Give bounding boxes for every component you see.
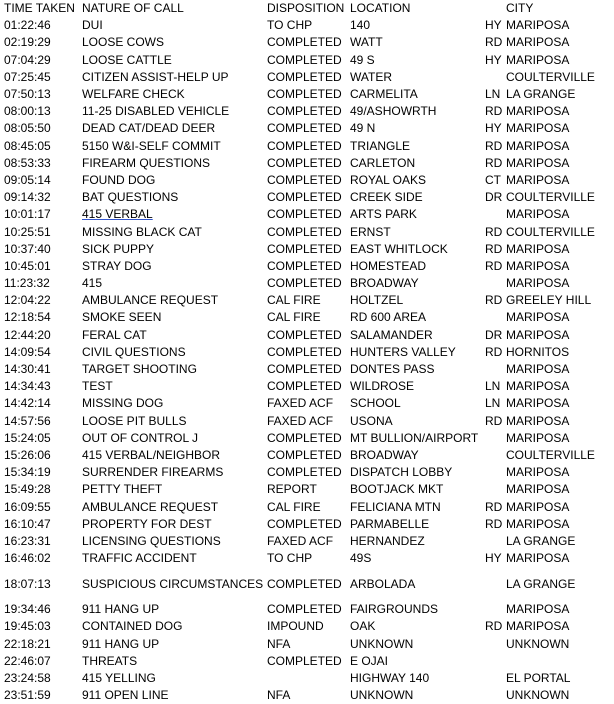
- cell-disposition: CAL FIRE: [267, 499, 321, 514]
- cell-time: 08:00:13: [4, 104, 51, 119]
- cell-nature: LOOSE PIT BULLS: [82, 413, 187, 428]
- cell-location: DISPATCH LOBBY: [350, 465, 453, 480]
- cell-disposition: COMPLETED: [267, 190, 342, 205]
- cell-street-suffix: RD: [485, 224, 503, 239]
- header-city: CITY: [506, 2, 534, 16]
- cell-location: EAST WHITLOCK: [350, 241, 448, 256]
- cell-location: 140: [350, 18, 371, 33]
- cell-disposition: CAL FIRE: [267, 293, 321, 308]
- cell-time: 12:44:20: [4, 327, 51, 342]
- table-row: [4, 670, 610, 687]
- cell-disposition: FAXED ACF: [267, 396, 334, 411]
- table-row: [4, 601, 610, 618]
- cell-city: MARIPOSA: [506, 466, 570, 480]
- cell-time: 16:46:02: [4, 551, 51, 566]
- cell-location: CREEK SIDE: [350, 190, 423, 205]
- cell-location: E OJAI: [350, 653, 389, 668]
- cell-disposition: COMPLETED: [267, 52, 342, 67]
- call-log-table: [4, 0, 610, 704]
- cell-location: SCHOOL: [350, 396, 401, 411]
- cell-nature: DUI: [82, 18, 103, 33]
- header-time: TIME TAKEN: [4, 1, 75, 16]
- cell-time: 14:34:43: [4, 379, 51, 394]
- cell-disposition: COMPLETED: [267, 258, 342, 273]
- cell-city: COULTERVILLE: [506, 70, 595, 84]
- cell-disposition: COMPLETED: [267, 207, 342, 222]
- table-row: [4, 567, 610, 601]
- cell-nature: 415: [82, 276, 103, 291]
- table-row: [4, 430, 610, 447]
- cell-city: MARIPOSA: [506, 620, 570, 634]
- cell-time: 07:50:13: [4, 87, 51, 102]
- cell-disposition: COMPLETED: [267, 362, 342, 377]
- cell-location: WATER: [350, 69, 392, 84]
- cell-nature: OUT OF CONTROL J: [82, 430, 199, 445]
- cell-location: ERNST: [350, 224, 391, 239]
- cell-location: TRIANGLE: [350, 138, 411, 153]
- table-row: [4, 481, 610, 498]
- cell-location: HUNTERS VALLEY: [350, 344, 456, 359]
- cell-disposition: TO CHP: [267, 18, 313, 33]
- cell-time: 14:42:14: [4, 396, 51, 411]
- cell-city: MARIPOSA: [506, 603, 570, 617]
- table-row: [4, 516, 610, 533]
- cell-location: BROADWAY: [350, 276, 419, 291]
- table-row: [4, 327, 610, 344]
- table-row: [4, 189, 610, 206]
- header-row: [4, 0, 610, 17]
- cell-city: MARIPOSA: [506, 53, 570, 67]
- cell-time: 08:45:05: [4, 138, 51, 153]
- cell-time: 09:14:32: [4, 190, 51, 205]
- cell-city: MARIPOSA: [506, 483, 570, 497]
- header-location: LOCATION: [350, 1, 411, 16]
- cell-disposition: COMPLETED: [267, 104, 342, 119]
- cell-nature: 415 YELLING: [82, 671, 156, 686]
- cell-disposition: COMPLETED: [267, 224, 342, 239]
- table-row: [4, 550, 610, 567]
- cell-location: WILDROSE: [350, 379, 415, 394]
- cell-street-suffix: HY: [485, 18, 502, 33]
- cell-location: HOLTZEL: [350, 293, 404, 308]
- cell-time: 14:09:54: [4, 344, 51, 359]
- cell-time: 12:18:54: [4, 310, 51, 325]
- cell-city: COULTERVILLE: [506, 225, 595, 239]
- cell-location: ARTS PARK: [350, 207, 417, 222]
- cell-time: 16:09:55: [4, 499, 51, 514]
- table-row: [4, 34, 610, 51]
- table-row: [4, 533, 610, 550]
- cell-disposition: IMPOUND: [267, 619, 324, 634]
- cell-location: SALAMANDER: [350, 327, 433, 342]
- cell-nature: CITIZEN ASSIST-HELP UP: [82, 69, 229, 84]
- cell-location: WATT: [350, 35, 383, 50]
- cell-city: MARIPOSA: [506, 500, 570, 514]
- cell-location: HIGHWAY 140: [350, 671, 430, 686]
- cell-location: PARMABELLE: [350, 516, 430, 531]
- cell-street-suffix: RD: [485, 619, 503, 634]
- cell-disposition: COMPLETED: [267, 276, 342, 291]
- cell-disposition: COMPLETED: [267, 327, 342, 342]
- cell-city: MARIPOSA: [506, 552, 570, 566]
- cell-nature: FOUND DOG: [82, 172, 156, 187]
- table-row: [4, 309, 610, 326]
- cell-disposition: FAXED ACF: [267, 533, 334, 548]
- header-nature: NATURE OF CALL: [82, 1, 184, 16]
- cell-nature: TEST: [82, 379, 113, 394]
- cell-nature: DEAD CAT/DEAD DEER: [82, 121, 216, 136]
- cell-time: 10:01:17: [4, 207, 51, 222]
- cell-city: MARIPOSA: [506, 397, 570, 411]
- cell-city: LA GRANGE: [506, 534, 576, 548]
- cell-nature: STRAY DOG: [82, 258, 152, 273]
- cell-disposition: FAXED ACF: [267, 413, 334, 428]
- cell-street-suffix: LN: [485, 396, 501, 411]
- cell-street-suffix: RD: [485, 104, 503, 119]
- cell-nature: MISSING DOG: [82, 396, 164, 411]
- table-row: [4, 52, 610, 69]
- cell-disposition: COMPLETED: [267, 344, 342, 359]
- cell-city: MARIPOSA: [506, 380, 570, 394]
- table-row: [4, 447, 610, 464]
- cell-time: 23:51:59: [4, 688, 51, 703]
- cell-nature: FERAL CAT: [82, 327, 147, 342]
- cell-disposition: COMPLETED: [267, 430, 342, 445]
- cell-street-suffix: HY: [485, 52, 502, 67]
- table-row: [4, 275, 610, 292]
- cell-city: MARIPOSA: [506, 311, 570, 325]
- cell-city: MARIPOSA: [506, 328, 570, 342]
- table-row: [4, 378, 610, 395]
- table-row: [4, 498, 610, 515]
- cell-disposition: TO CHP: [267, 551, 313, 566]
- cell-disposition: COMPLETED: [267, 35, 342, 50]
- cell-city: MARIPOSA: [506, 259, 570, 273]
- cell-disposition: CAL FIRE: [267, 310, 321, 325]
- cell-time: 16:23:31: [4, 533, 51, 548]
- cell-disposition: COMPLETED: [267, 241, 342, 256]
- cell-street-suffix: RD: [485, 293, 503, 308]
- cell-time: 14:30:41: [4, 362, 51, 377]
- cell-nature: PROPERTY FOR DEST: [82, 516, 212, 531]
- cell-disposition: COMPLETED: [267, 576, 342, 591]
- cell-city: MARIPOSA: [506, 208, 570, 222]
- cell-nature: 5150 W&I-SELF COMMIT: [82, 138, 221, 153]
- cell-disposition: COMPLETED: [267, 516, 342, 531]
- cell-street-suffix: RD: [485, 516, 503, 531]
- cell-time: 08:53:33: [4, 155, 51, 170]
- call-log-body: [4, 17, 610, 704]
- table-row: [4, 395, 610, 412]
- cell-nature: SICK PUPPY: [82, 241, 155, 256]
- cell-nature: THREATS: [82, 653, 138, 668]
- cell-location: FELICIANA MTN: [350, 499, 441, 514]
- cell-city: MARIPOSA: [506, 431, 570, 445]
- cell-nature: TRAFFIC ACCIDENT: [82, 551, 197, 566]
- cell-nature: 415 VERBAL/NEIGHBOR: [82, 447, 221, 462]
- table-row: [4, 241, 610, 258]
- cell-disposition: REPORT: [267, 482, 317, 497]
- cell-location: 49/ASHOWRTH: [350, 104, 437, 119]
- cell-disposition: COMPLETED: [267, 379, 342, 394]
- cell-city: COULTERVILLE: [506, 191, 595, 205]
- cell-location: OAK: [350, 619, 376, 634]
- cell-street-suffix: HY: [485, 121, 502, 136]
- cell-location: BOOTJACK MKT: [350, 482, 444, 497]
- table-row: [4, 69, 610, 86]
- cell-city: MARIPOSA: [506, 156, 570, 170]
- cell-nature: PETTY THEFT: [82, 482, 163, 497]
- cell-time: 01:22:46: [4, 18, 51, 33]
- cell-disposition: COMPLETED: [267, 87, 342, 102]
- cell-time: 09:05:14: [4, 172, 51, 187]
- cell-disposition: NFA: [267, 636, 291, 651]
- cell-time: 22:46:07: [4, 653, 51, 668]
- cell-location: MT BULLION/AIRPORT: [350, 430, 479, 445]
- cell-city: HORNITOS: [506, 345, 570, 359]
- cell-street-suffix: RD: [485, 499, 503, 514]
- cell-nature: MISSING BLACK CAT: [82, 224, 202, 239]
- cell-disposition: NFA: [267, 688, 291, 703]
- cell-nature: SMOKE SEEN: [82, 310, 162, 325]
- table-row: [4, 687, 610, 704]
- cell-nature: 911 HANG UP: [82, 602, 160, 617]
- cell-street-suffix: LN: [485, 87, 501, 102]
- cell-time: 11:23:32: [4, 276, 50, 291]
- cell-city: MARIPOSA: [506, 19, 570, 33]
- cell-street-suffix: RD: [485, 413, 503, 428]
- cell-nature: SUSPICIOUS CIRCUMSTANCES: [82, 576, 264, 591]
- header-disposition: DISPOSITION: [267, 1, 345, 16]
- cell-location: UNKNOWN: [350, 688, 414, 703]
- cell-nature: 911 OPEN LINE: [82, 688, 169, 703]
- cell-city: MARIPOSA: [506, 173, 570, 187]
- cell-time: 07:25:45: [4, 69, 51, 84]
- cell-nature: CONTAINED DOG: [82, 619, 183, 634]
- cell-street-suffix: RD: [485, 241, 503, 256]
- cell-nature: FIREARM QUESTIONS: [82, 155, 211, 170]
- table-row: [4, 464, 610, 481]
- cell-time: 15:49:28: [4, 482, 51, 497]
- cell-city: MARIPOSA: [506, 363, 570, 377]
- cell-street-suffix: RD: [485, 35, 503, 50]
- cell-nature: BAT QUESTIONS: [82, 190, 179, 205]
- cell-disposition: COMPLETED: [267, 138, 342, 153]
- cell-city: LA GRANGE: [506, 88, 576, 102]
- cell-street-suffix: RD: [485, 138, 503, 153]
- cell-location: 49 N: [350, 121, 376, 136]
- cell-city: MARIPOSA: [506, 139, 570, 153]
- cell-city: MARIPOSA: [506, 242, 570, 256]
- table-row: [4, 103, 610, 120]
- cell-location: RD 600 AREA: [350, 310, 427, 325]
- cell-location: CARMELITA: [350, 87, 418, 102]
- table-row: [4, 258, 610, 275]
- cell-nature: AMBULANCE REQUEST: [82, 293, 219, 308]
- cell-street-suffix: HY: [485, 551, 502, 566]
- table-row: [4, 292, 610, 309]
- cell-location: DONTES PASS: [350, 362, 435, 377]
- cell-nature: TARGET SHOOTING: [82, 362, 197, 377]
- cell-location: ROYAL OAKS: [350, 172, 427, 187]
- cell-disposition: COMPLETED: [267, 653, 342, 668]
- cell-street-suffix: CT: [485, 172, 501, 187]
- cell-city: GREELEY HILL: [506, 294, 592, 308]
- table-row: [4, 653, 610, 670]
- cell-disposition: COMPLETED: [267, 465, 342, 480]
- cell-location: CARLETON: [350, 155, 416, 170]
- cell-time: 15:26:06: [4, 447, 51, 462]
- cell-time: 15:34:19: [4, 465, 51, 480]
- table-row: [4, 120, 610, 137]
- cell-city: MARIPOSA: [506, 414, 570, 428]
- cell-disposition: COMPLETED: [267, 69, 342, 84]
- table-row: [4, 206, 610, 223]
- cell-city: MARIPOSA: [506, 105, 570, 119]
- cell-nature: LOOSE CATTLE: [82, 52, 172, 67]
- cell-location: 49 S: [350, 52, 375, 67]
- cell-disposition: COMPLETED: [267, 155, 342, 170]
- cell-city: EL PORTAL: [506, 672, 571, 686]
- table-row: [4, 223, 610, 240]
- table-row: [4, 636, 610, 653]
- table-row: [4, 361, 610, 378]
- cell-disposition: COMPLETED: [267, 447, 342, 462]
- cell-nature: SURRENDER FIREARMS: [82, 465, 224, 480]
- cell-time: 10:25:51: [4, 224, 51, 239]
- cell-location: UNKNOWN: [350, 636, 414, 651]
- cell-nature: AMBULANCE REQUEST: [82, 499, 219, 514]
- cell-location: BROADWAY: [350, 447, 419, 462]
- cell-time: 19:34:46: [4, 602, 51, 617]
- cell-location: FAIRGROUNDS: [350, 602, 439, 617]
- cell-location: 49S: [350, 551, 372, 566]
- cell-nature: CIVIL QUESTIONS: [82, 344, 186, 359]
- cell-time: 07:04:29: [4, 52, 51, 67]
- table-row: [4, 155, 610, 172]
- cell-city: UNKNOWN: [506, 637, 570, 651]
- cell-city: MARIPOSA: [506, 277, 570, 291]
- table-row: [4, 344, 610, 361]
- cell-time: 12:04:22: [4, 293, 51, 308]
- cell-nature: 911 HANG UP: [82, 636, 160, 651]
- cell-location: HOMESTEAD: [350, 258, 427, 273]
- cell-city: UNKNOWN: [506, 689, 570, 703]
- cell-disposition: COMPLETED: [267, 172, 342, 187]
- table-row: [4, 86, 610, 103]
- cell-time: 10:37:40: [4, 241, 51, 256]
- cell-time: 18:07:13: [4, 576, 51, 591]
- cell-street-suffix: LN: [485, 379, 501, 394]
- cell-time: 16:10:47: [4, 516, 51, 531]
- cell-disposition: COMPLETED: [267, 121, 342, 136]
- cell-time: 22:18:21: [4, 636, 51, 651]
- cell-time: 23:24:58: [4, 671, 51, 686]
- cell-city: MARIPOSA: [506, 36, 570, 50]
- cell-street-suffix: RD: [485, 155, 503, 170]
- cell-location: ARBOLADA: [350, 576, 416, 591]
- cell-street-suffix: RD: [485, 344, 503, 359]
- cell-city: MARIPOSA: [506, 122, 570, 136]
- table-row: [4, 138, 610, 155]
- cell-disposition: COMPLETED: [267, 602, 342, 617]
- cell-nature: LOOSE COWS: [82, 35, 165, 50]
- cell-city: MARIPOSA: [506, 517, 570, 531]
- table-row: [4, 413, 610, 430]
- cell-time: 19:45:03: [4, 619, 51, 634]
- cell-street-suffix: DR: [485, 190, 503, 205]
- cell-nature: 11-25 DISABLED VEHICLE: [82, 104, 230, 119]
- cell-time: 08:05:50: [4, 121, 51, 136]
- cell-location: USONA: [350, 413, 393, 428]
- cell-street-suffix: RD: [485, 258, 503, 273]
- cell-time: 10:45:01: [4, 258, 51, 273]
- cell-nature: WELFARE CHECK: [82, 87, 185, 102]
- cell-nature: LICENSING QUESTIONS: [82, 533, 221, 548]
- table-row: [4, 172, 610, 189]
- cell-street-suffix: DR: [485, 327, 503, 342]
- cell-time: 02:19:29: [4, 35, 51, 50]
- cell-nature: 415 VERBAL: [82, 207, 153, 222]
- cell-city: LA GRANGE: [506, 577, 576, 591]
- cell-time: 15:24:05: [4, 430, 51, 445]
- cell-time: 14:57:56: [4, 413, 51, 428]
- table-row: [4, 618, 610, 635]
- cell-location: HERNANDEZ: [350, 533, 425, 548]
- cell-city: COULTERVILLE: [506, 448, 595, 462]
- table-row: [4, 17, 610, 34]
